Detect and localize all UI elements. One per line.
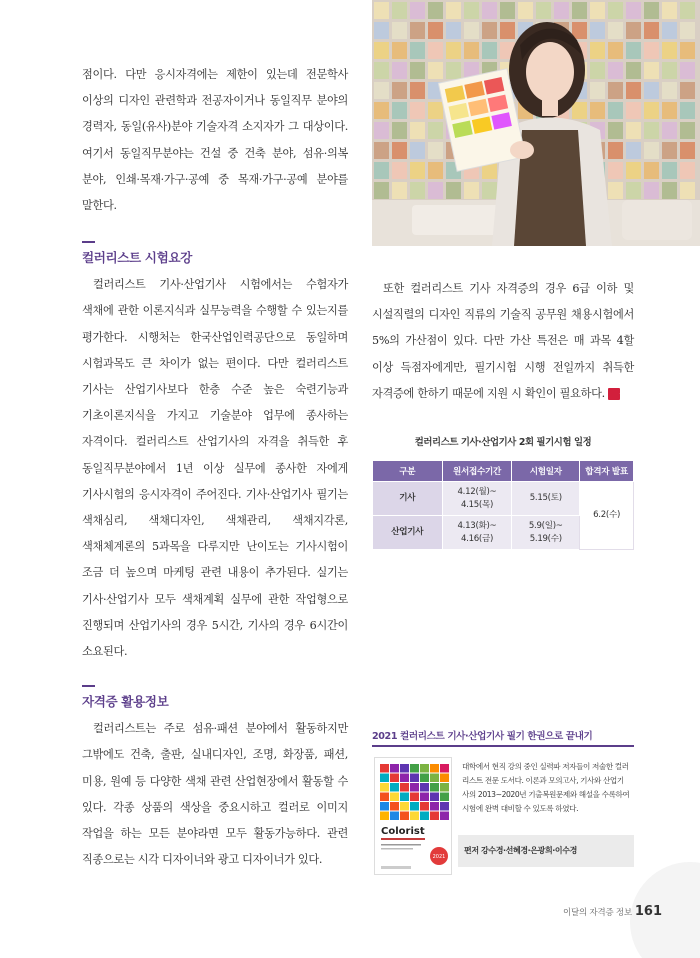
cell-line: 5.15(토) — [529, 493, 562, 503]
book-cover-image — [374, 757, 452, 875]
table-cell-category: 기사 — [373, 482, 443, 516]
footer-label: 이달의 자격증 정보 — [562, 908, 632, 918]
book-cover-title: Colorist — [381, 826, 425, 837]
end-mark: 시대 — [608, 388, 620, 400]
cell-line: 4.12(월)~ — [457, 486, 497, 497]
book-authors: 편저 강수경·선혜경·은광희·이수경 — [458, 835, 634, 867]
cell-line: 4.16(금) — [460, 533, 494, 544]
section-heading-usage — [82, 685, 348, 710]
table-cell-registration — [442, 482, 512, 516]
table-header: 합격자 발표 — [580, 461, 634, 482]
book-info — [458, 757, 634, 875]
book-heading-rule — [372, 745, 634, 747]
left-column — [82, 62, 348, 873]
table-cell-exam — [512, 482, 580, 516]
table-header: 시험일자 — [512, 461, 580, 482]
section-heading-exam — [82, 241, 348, 266]
intro-paragraph: 점이다. 다만 응시자격에는 제한이 있는데 전문학사 이상의 디자인 관련학과 전공자이거나 동일직무 분야의 경력자, 동일(유사)분야 기술자격 소지자가 그 대상이다. 여기서 동일직무분야는 건설 중 건축 분야, 섬유·의복 분야, 인쇄·목재·가구·공예 중 목재·가구·공예 분야를 말한다. — [82, 68, 348, 213]
photo-illustration — [372, 0, 700, 246]
table-header-row — [373, 461, 634, 482]
cell-line: 4.13(화)~ — [457, 520, 497, 531]
usage-paragraph: 컬러리스트는 주로 섬유·패션 분야에서 활동하지만 그밖에도 건축, 출판, 실내디자인, 조명, 화장품, 패션, 미용, 원예 등 다양한 색채 관련 산업현장에서 활동할 수 있다. 각종 상품의 색상을 중요시하고 컬러로 이미지 작업을 하는 모든 분야라면 모두 활동가능하다. 관련 직종으로는 시각 디자이너와 광고 디자이너가 있다. — [82, 722, 348, 867]
book-box — [372, 757, 634, 875]
book-heading: 2021 컬러리스트 기사·산업기사 필기 한권으로 끝내기 — [372, 731, 593, 742]
page-footer — [563, 900, 662, 919]
schedule-table — [372, 460, 634, 550]
book-cover-badge: 2021 — [432, 854, 446, 860]
cell-line: 5.19(수) — [529, 533, 562, 544]
book-description: 대학에서 현직 강의 중인 실력파 저자들이 저술한 컬러리스트 전문 도서다. 이론과 모의고사, 기사와 산업기사의 2013~2020년 기출복원문제와 해설을 수록하여 시험에 완벽 대비할 수 있도록 하였다. — [462, 762, 630, 813]
section-title-exam: 컬러리스트 시험요강 — [82, 250, 192, 266]
right-paragraph-text: 또한 컬러리스트 기사 자격증의 경우 6급 이하 및 시설직렬의 디자인 직류의 기술직 공무원 채용시험에서 5%의 가산점이 있다. 다만 가산 특전은 매 과목 4할 이상 득점자에게만, 필기시험 시행 전일까지 취득한 자격증에 한하기 때문에 지원 시 확인이 필요하다. — [372, 282, 634, 400]
table-header: 구분 — [373, 461, 443, 482]
page-number: 161 — [634, 904, 662, 919]
right-paragraph — [372, 276, 634, 407]
cell-line: 5.9(일)~ — [528, 520, 563, 531]
cell-line: 4.15(목) — [460, 499, 494, 510]
exam-paragraph: 컬러리스트 기사·산업기사 시험에서는 수험자가 색채에 관한 이론지식과 실무능력을 수행할 수 있는지를 평가한다. 시행처는 한국산업인력공단으로 동일하며 시험과목도 큰 차이가 없는 편이다. 다만 컬러리스트 기사는 산업기사보다 한층 수준 높은 숙련기능과 기초이론지식을 가지고 기술분야 업무에 종사하는 자격이다. 컬러리스트 산업기사의 자격을 취득한 후 동일직무분야에서 1년 이상 실무에 종사한 자에게 기사시험의 응시자격이 주어진다. 기사·산업기사 필기는 색채심리, 색채디자인, 색채관리, 색채지각론, 색채체계론의 5과목을 다루지만 난이도는 기사시험이 조금 더 높으며 마케팅 관련 내용이 추가된다. 실기는 기사·산업기사 모두 색채계획 실무에 관한 작업형으로 진행되며 산업기사의 경우 5시간, 기사의 경우 6시간이 소요된다. — [82, 278, 348, 659]
table-cell-exam — [512, 516, 580, 550]
table-header: 원서접수기간 — [442, 461, 512, 482]
table-row — [373, 482, 634, 516]
schedule-table-block — [372, 434, 634, 550]
table-cell-registration — [442, 516, 512, 550]
table-cell-result: 6.2(수) — [580, 482, 634, 550]
heading-bar — [82, 685, 95, 687]
book-promo — [372, 728, 634, 875]
book-cover-art — [375, 758, 452, 875]
colorist-photo — [372, 0, 700, 246]
table-cell-category: 산업기사 — [373, 516, 443, 550]
heading-bar — [82, 241, 95, 243]
section-title-usage: 자격증 활용정보 — [82, 694, 169, 710]
right-column-text — [372, 276, 634, 407]
table-title: 컬러리스트 기사·산업기사 2회 필기시험 일정 — [414, 437, 592, 448]
